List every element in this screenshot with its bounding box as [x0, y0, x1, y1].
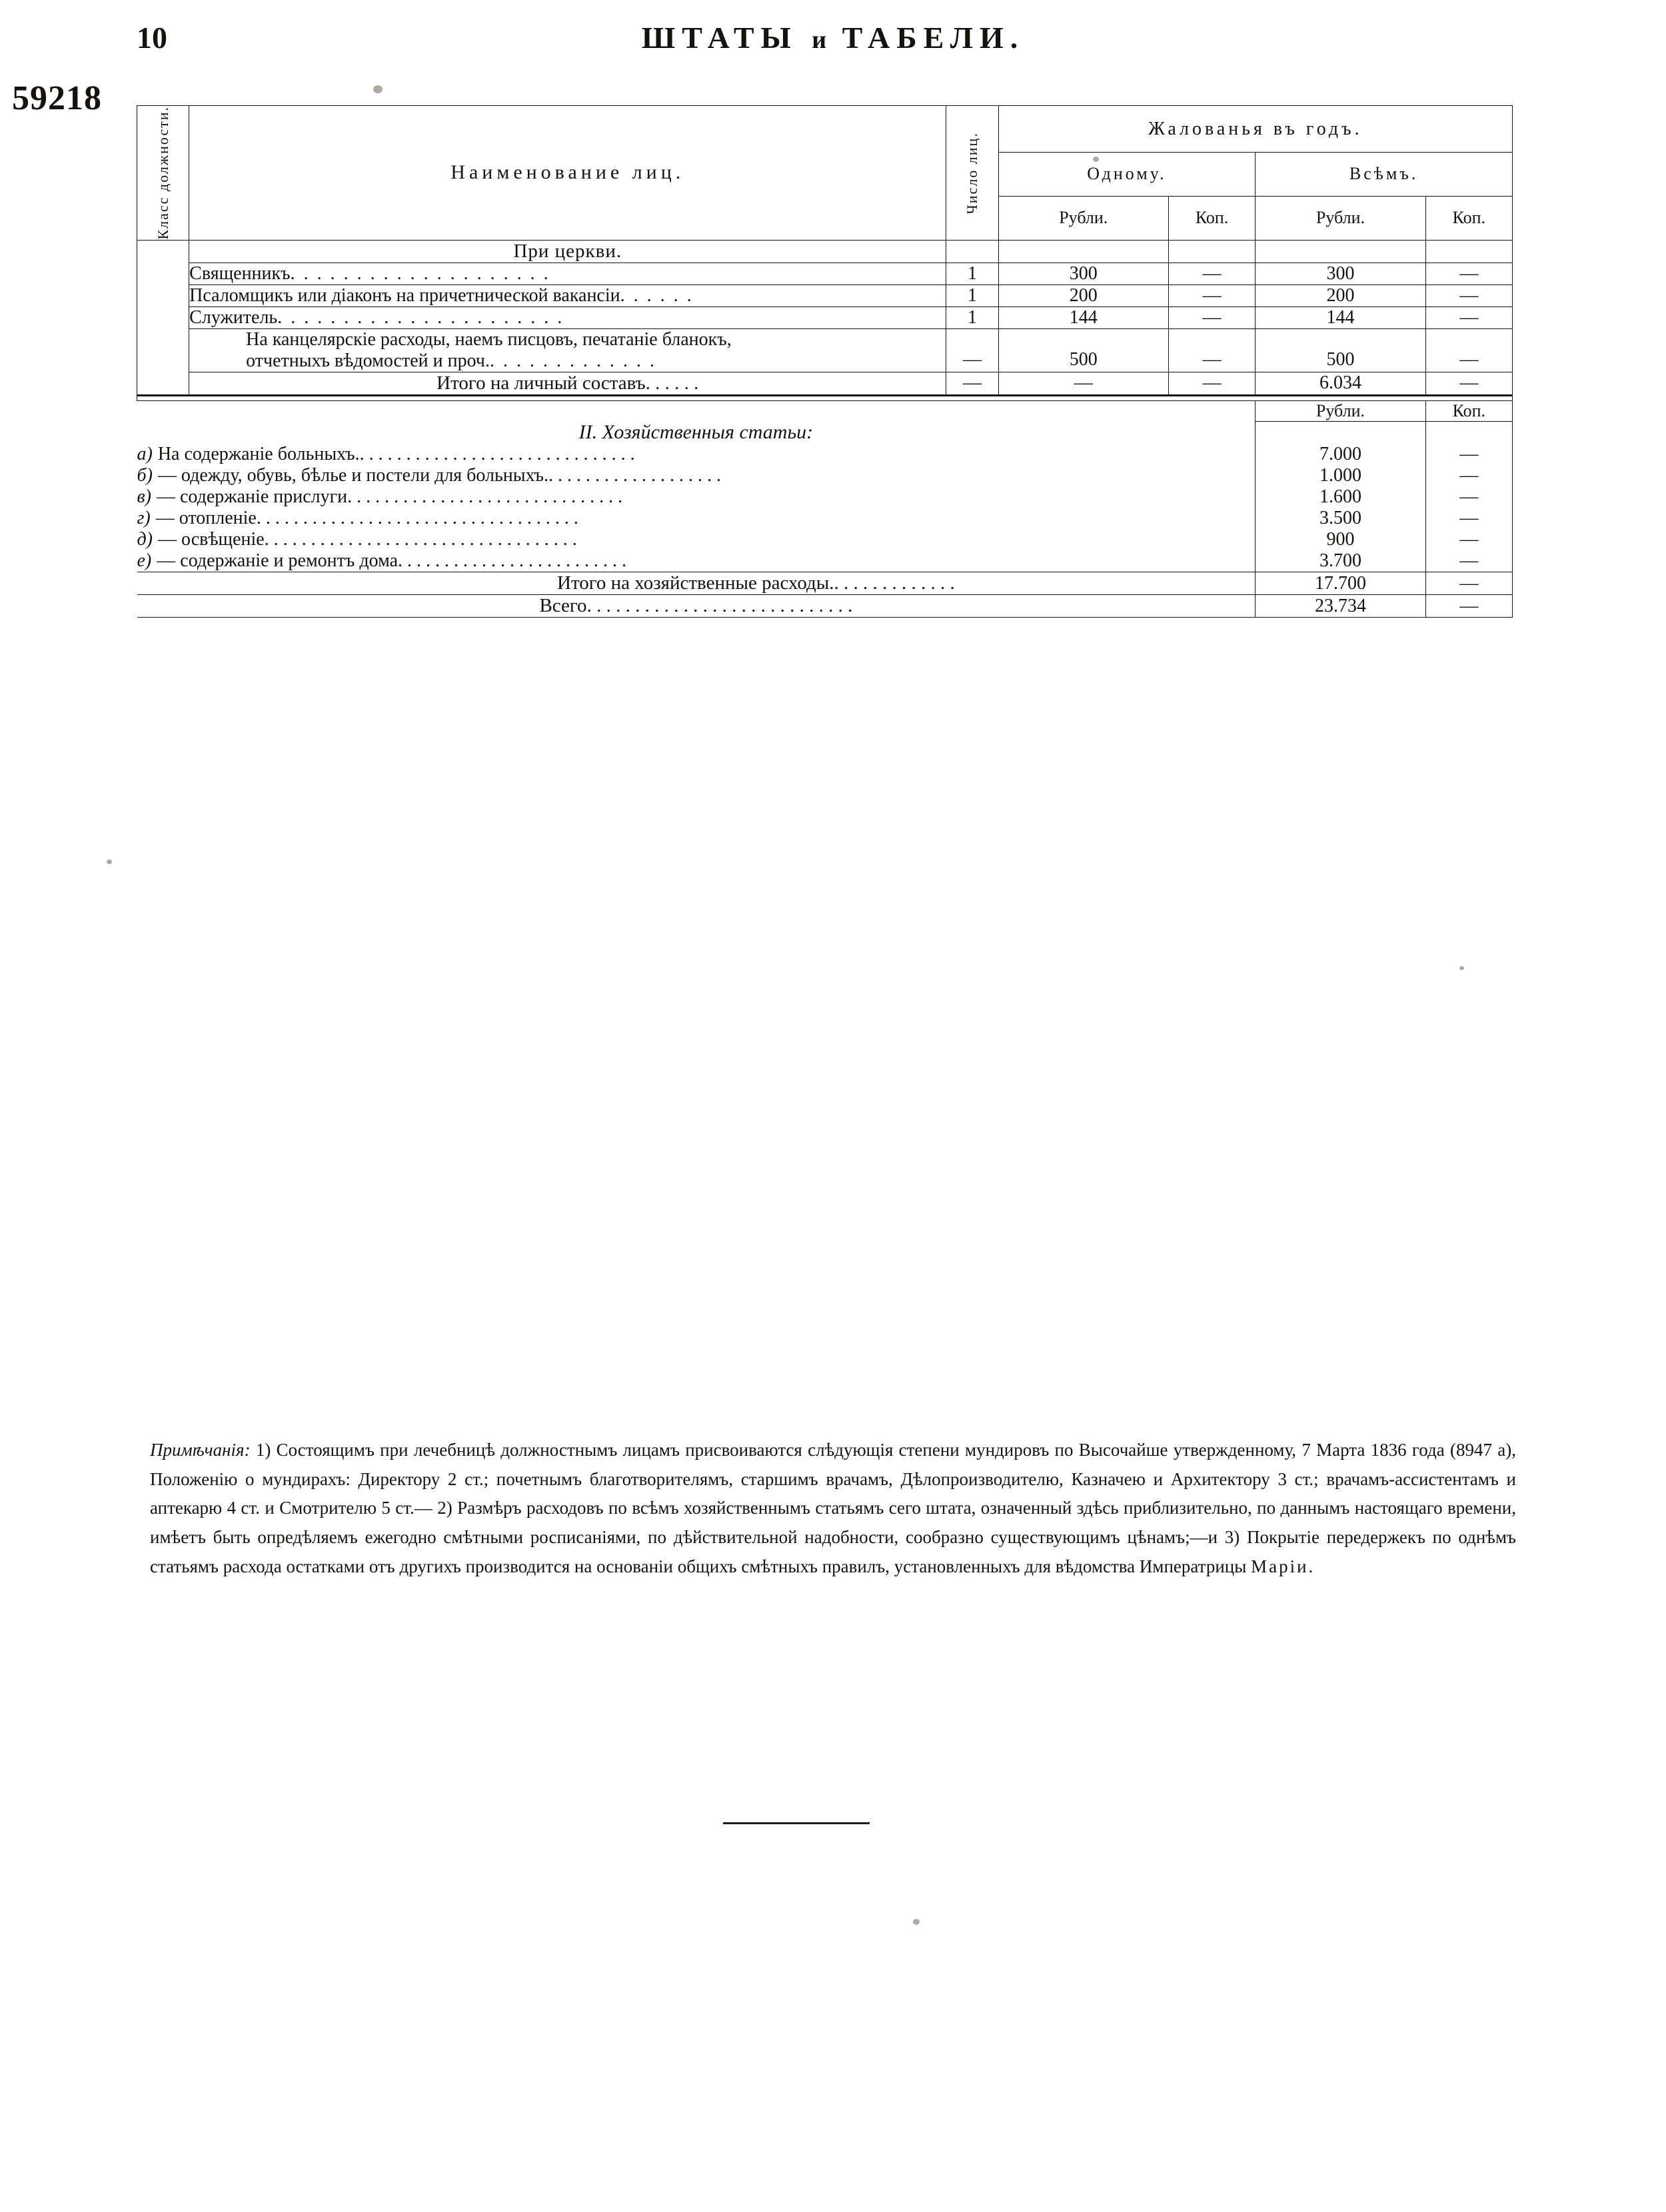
item-leader: . . . . . . . . . . . . . . . . . . . . . . . . . . . . . .: [359, 444, 635, 465]
footnote-lead: Примѣчанія:: [150, 1440, 251, 1460]
item-text: На содержаніе больныхъ.: [157, 444, 360, 465]
row-label: [189, 263, 946, 284]
row-all-rub: 300: [1255, 263, 1425, 284]
economy-item-row: [137, 508, 1513, 529]
item-leader: . . . . . . . . . . . . . . . . . . . . . . . . . . . . . . . . . . .: [256, 508, 578, 529]
row-one-kop: —: [1168, 306, 1255, 328]
grand-total-label: [137, 595, 1255, 618]
col-header-class: Класс должности.: [137, 106, 189, 241]
row-count: —: [946, 328, 998, 372]
running-title-conj: и: [812, 26, 828, 54]
economy-item-label: [137, 550, 1255, 572]
row-all-kop: —: [1425, 328, 1512, 372]
total-staff-one-kop: —: [1168, 372, 1255, 395]
economy-item-row: [137, 486, 1513, 508]
row-title: Священникъ: [189, 263, 291, 284]
row-one-kop: —: [1168, 328, 1255, 372]
row-title: Псаломщикъ или діаконъ на причетнической вакансіи: [189, 284, 620, 306]
table-row: [137, 306, 1513, 328]
grand-total-rub: 23.734: [1255, 595, 1425, 618]
running-title: [0, 20, 1666, 55]
block-separator: [137, 395, 1513, 400]
row-all-rub: 500: [1255, 328, 1425, 372]
economy-item-rub: 3.500: [1255, 508, 1425, 529]
row-count: 1: [946, 263, 998, 284]
row-one-rub: 200: [998, 284, 1168, 306]
scan-speck: [1459, 966, 1464, 970]
total-staff-label: [189, 372, 946, 395]
economy-item-kop: —: [1425, 486, 1512, 508]
economy-item-label: [137, 444, 1255, 465]
economy-title-rub-blank: [1255, 421, 1425, 444]
item-text: — отопленіе: [155, 508, 257, 529]
table-row: [137, 328, 1513, 372]
total-staff-text: Итого на личный составъ: [436, 372, 646, 394]
economy-item-label: [137, 486, 1255, 508]
row-label: [189, 306, 946, 328]
economy-item-rub: 900: [1255, 529, 1425, 550]
economy-item-rub: 1.000: [1255, 465, 1425, 486]
row-one-rub: 500: [998, 328, 1168, 372]
item-text: — освѣщеніе: [158, 529, 265, 550]
row-all-kop: —: [1425, 284, 1512, 306]
section-title-row: [137, 240, 1513, 263]
footnotes: [150, 1436, 1516, 1586]
table-row: [137, 284, 1513, 306]
economy-title-kop-blank: [1425, 421, 1512, 444]
row-all-rub: 144: [1255, 306, 1425, 328]
all-kop-empty: [1425, 240, 1512, 263]
row-title-continued: отчетныхъ вѣдомостей и проч.: [246, 350, 490, 371]
running-title-right: ТАБЕЛИ.: [842, 21, 1025, 55]
total-staff-all-kop: —: [1425, 372, 1512, 395]
row-leader: . . . . . . . . . . . . . . . . . . . . . .: [277, 306, 564, 328]
economy-item-row: [137, 529, 1513, 550]
running-title-left: ШТАТЫ: [641, 21, 798, 55]
count-cell-empty: [946, 240, 998, 263]
economy-title-row: [137, 421, 1513, 444]
one-rub-empty: [998, 240, 1168, 263]
staff-table-area: [137, 105, 1513, 618]
economy-item-kop: —: [1425, 508, 1512, 529]
col-header-name: Наименование лиц.: [189, 106, 946, 241]
economy-item-kop: —: [1425, 465, 1512, 486]
col-header-salary-all: Всѣмъ.: [1255, 153, 1513, 197]
economy-header-blank: [137, 400, 1255, 421]
row-label: [189, 284, 946, 306]
economy-item-label: [137, 465, 1255, 486]
total-economy-label: [137, 572, 1255, 595]
grand-total-row: [137, 595, 1513, 618]
item-leader: . . . . . . . . . . . . . . . . . . . . . . . . . . . . . .: [347, 486, 623, 508]
economy-item-kop: —: [1425, 550, 1512, 572]
total-staff-count: —: [946, 372, 998, 395]
staff-table: [137, 105, 1513, 618]
scan-speck: [1093, 157, 1099, 162]
economy-item-kop: —: [1425, 529, 1512, 550]
economy-title: II. Хозяйственныя статьи:: [137, 421, 1255, 444]
total-economy-row: [137, 572, 1513, 595]
economy-item-row: [137, 444, 1513, 465]
class-column-body: [137, 240, 189, 395]
total-staff-all-rub: 6.034: [1255, 372, 1425, 395]
row-all-kop: —: [1425, 263, 1512, 284]
item-marker: г): [137, 508, 151, 529]
grand-total-leader: . . . . . . . . . . . . . . . . . . . . . . . . . . . .: [586, 595, 853, 617]
col-header-all-kopecks: Коп.: [1425, 196, 1512, 240]
item-marker: а): [137, 444, 153, 465]
economy-item-kop: —: [1425, 444, 1512, 465]
col-header-salary-one: Одному.: [998, 153, 1255, 197]
economy-item-label: [137, 508, 1255, 529]
total-economy-text: Итого на хозяйственные расходы.: [557, 572, 834, 594]
item-text: — содержаніе и ремонтъ дома: [157, 550, 399, 572]
col-header-one-kopecks: Коп.: [1168, 196, 1255, 240]
item-text: — содержаніе прислуги: [156, 486, 348, 508]
row-count: 1: [946, 284, 998, 306]
footnote-text-1: 1) Состоящимъ при лечебницѣ должностнымъ лицамъ присвоиваются слѣдующія степени мундировъ по Высочайше утвержденному, 7 Марта 1836 года (8947 а), Положенію о мундирахъ: Директору 2 ст.; почетнымъ благотворителямъ, старшимъ врачамъ, Дѣлопроизводителю, Казначею и Архитектору 3 ст.; врачамъ-ассистентамъ и аптекарю 4 ст. и Смотрителю 5 ст.—: [150, 1440, 1517, 1518]
item-leader: . . . . . . . . . . . . . . . . . . .: [548, 465, 721, 486]
item-marker: б): [137, 465, 153, 486]
row-one-kop: —: [1168, 263, 1255, 284]
row-one-rub: 144: [998, 306, 1168, 328]
economy-header-rubles: Рубли.: [1255, 400, 1425, 421]
grand-total-kop: —: [1425, 595, 1512, 618]
section-rule: [723, 1822, 870, 1824]
block-separator-row: [137, 395, 1513, 400]
footnote-paragraph-1: [150, 1436, 1516, 1582]
row-leader: . . . . . .: [620, 284, 694, 306]
document-number: 59218: [12, 79, 102, 117]
row-one-kop: —: [1168, 284, 1255, 306]
item-marker: д): [137, 529, 153, 550]
row-title: Служитель: [189, 306, 278, 328]
row-title: На канцелярскіе расходы, наемъ писцовъ, печатаніе бланокъ,: [246, 328, 732, 350]
economy-item-row: [137, 550, 1513, 572]
row-count: 1: [946, 306, 998, 328]
economy-item-label: [137, 529, 1255, 550]
total-staff-row: [137, 372, 1513, 395]
footnote-text-2-tail: Маріи.: [1251, 1556, 1315, 1576]
economy-header-kopecks: Коп.: [1425, 400, 1512, 421]
total-economy-kop: —: [1425, 572, 1512, 595]
row-title-line2: [246, 350, 946, 372]
economy-header-row: [137, 400, 1513, 421]
row-all-kop: —: [1425, 306, 1512, 328]
col-header-count: Число лиц.: [946, 106, 998, 241]
total-economy-leader: . . . . . . . . . . . . .: [834, 572, 955, 594]
section-title: При церкви.: [189, 240, 946, 263]
row-leader: . . . . . . . . . . . . . . . . . . . .: [290, 263, 550, 284]
total-economy-rub: 17.700: [1255, 572, 1425, 595]
row-label: [189, 328, 946, 372]
total-staff-one-rub: —: [998, 372, 1168, 395]
table-header-row: [137, 106, 1513, 153]
row-all-rub: 200: [1255, 284, 1425, 306]
economy-item-rub: 1.600: [1255, 486, 1425, 508]
item-leader: . . . . . . . . . . . . . . . . . . . . . . . . . . . . . . . . . .: [264, 529, 577, 550]
col-header-salary-group: Жалованья въ годъ.: [998, 106, 1512, 153]
total-staff-leader: . . . . . .: [645, 372, 699, 394]
economy-item-rub: 7.000: [1255, 444, 1425, 465]
item-marker: е): [137, 550, 152, 572]
col-header-all-rubles: Рубли.: [1255, 196, 1425, 240]
economy-item-row: [137, 465, 1513, 486]
all-rub-empty: [1255, 240, 1425, 263]
item-marker: в): [137, 486, 151, 508]
row-one-rub: 300: [998, 263, 1168, 284]
scan-speck: [373, 85, 383, 93]
row-leader: . . . . . . . . . . . . .: [489, 350, 656, 371]
item-leader: . . . . . . . . . . . . . . . . . . . . . . . . .: [398, 550, 627, 572]
scan-speck: [913, 1919, 920, 1925]
grand-total-text: Всего: [539, 595, 587, 617]
col-header-one-rubles: Рубли.: [998, 196, 1168, 240]
scan-speck: [107, 859, 112, 864]
footnote-text-2: 2) Размѣръ расходовъ по всѣмъ хозяйственнымъ статьямъ сего штата, означенный здѣсь приблизительно, по даннымъ настоящаго времени, имѣетъ быть опредѣляемъ ежегодно смѣтными росписаніями, по дѣйствительной надобности, сообразно существующимъ цѣнамъ;—и 3) Покрытіе передержекъ по однѣмъ статьямъ расхода остатками отъ другихъ производится на основаніи общихъ смѣтныхъ правилъ, установленныхъ для вѣдомства Императрицы: [150, 1498, 1516, 1576]
table-row: [137, 263, 1513, 284]
page-number: 10: [137, 21, 167, 55]
economy-item-rub: 3.700: [1255, 550, 1425, 572]
item-text: — одежду, обувь, бѣлье и постели для больныхъ.: [157, 465, 548, 486]
one-kop-empty: [1168, 240, 1255, 263]
